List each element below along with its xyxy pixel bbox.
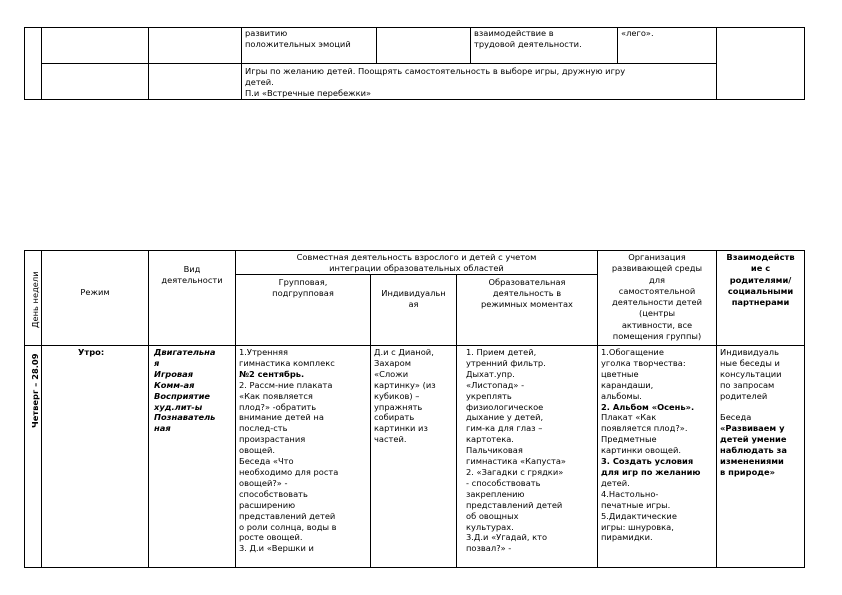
cell-line: П.и «Встречные перебежки»: [245, 87, 372, 98]
cell-line: пирамидки.: [601, 532, 653, 543]
cell-line: детей.: [601, 477, 630, 488]
header-environment: [598, 252, 716, 342]
cell-line: картинки овощей.: [601, 445, 682, 456]
cell-line: 5.Дидактические: [601, 510, 677, 521]
cell-line: картинку» (из: [374, 379, 436, 390]
cell-line: появляется плод?».: [601, 423, 688, 434]
cell-line: об овощных: [466, 510, 519, 521]
cell-line: Предметные: [601, 434, 657, 445]
cell-line: необходимо для роста: [239, 466, 339, 477]
cell-line: Д.и с Дианой,: [374, 347, 434, 357]
cell-line: подгрупповая: [272, 287, 334, 298]
lego-cell: «лего».: [621, 28, 654, 38]
cell-line: развитию: [245, 28, 288, 38]
table-border-bottom: [24, 567, 805, 568]
cell-line: уголка творчества:: [601, 357, 686, 368]
table-vline: [370, 274, 371, 568]
cell-line: частей.: [374, 434, 407, 445]
cell-line: для игр по желанию: [601, 466, 701, 477]
cell-line: ная: [154, 423, 171, 434]
cell-line: расширению: [239, 499, 296, 510]
cell-line: способствовать: [239, 488, 308, 499]
cell-line: 1.Обогащение: [601, 347, 664, 357]
cell-line: 3.Д.и «Угадай, кто: [466, 532, 548, 543]
cell-line: произрастания: [239, 434, 306, 445]
cell-line: социальными: [727, 285, 794, 296]
table-vline: [24, 250, 25, 568]
cell-line: позвал?» -: [466, 543, 512, 554]
parents-cell: [720, 347, 787, 478]
cell-line: печатные игры.: [601, 499, 671, 510]
top-table-vline: [804, 27, 805, 100]
cell-line: консультации: [720, 368, 782, 379]
cell-line: игры: шнуровка,: [601, 521, 674, 532]
cell-line: по запросам: [720, 379, 775, 390]
header-day: День недели: [30, 271, 40, 328]
cell-line: кубиков) –: [374, 390, 420, 401]
cell-line: Игры по желанию детей. Поощрять самостоятельность в выборе игры, дружную игру: [245, 66, 626, 76]
cell-line: 3. Д.и «Вершки и: [239, 543, 314, 554]
cell-line: наблюдать за: [720, 445, 787, 456]
educational-activity-cell: [466, 347, 566, 554]
cell-line: Образовательная: [488, 277, 566, 287]
environment-cell: [601, 347, 700, 543]
cell-line: Организация: [628, 252, 686, 262]
cell-line: развивающей среды: [611, 263, 703, 274]
cell-line: в природе»: [720, 466, 775, 477]
cell-line: овощей?» -: [239, 477, 288, 488]
cell-line: овощей.: [239, 445, 275, 456]
cell-line: упражнять: [374, 401, 423, 412]
cell-line: Индивидуальн: [381, 288, 446, 298]
top-table-vline: [716, 27, 717, 100]
table-vline: [148, 250, 149, 568]
cell-line: цветные: [601, 368, 639, 379]
cell-line: Двигательна: [154, 347, 216, 357]
cell-line: «Как появляется: [239, 390, 313, 401]
cell-line: Индивидуаль: [720, 347, 779, 357]
table-vline: [804, 250, 805, 568]
cell-line: 4.Настольно-: [601, 488, 659, 499]
cell-line: 1.Утренняя: [239, 347, 289, 357]
cell-line: альбомы.: [601, 390, 642, 401]
cell-line: Совместная деятельность взрослого и детей с учетом: [296, 252, 537, 262]
cell-line: деятельности детей: [611, 297, 703, 308]
header-parents: [717, 252, 804, 308]
cell-line: Игровая: [154, 368, 194, 379]
cell-line: Захаром: [374, 357, 411, 368]
cell-line: изменениями: [720, 456, 784, 467]
cell-line: послед-сть: [239, 423, 288, 434]
cell-line: трудовой деятельности.: [474, 38, 582, 49]
cell-line: карандаши,: [601, 379, 654, 390]
cell-line: детей.: [245, 76, 274, 87]
cell-line: утренний фильтр.: [466, 357, 546, 368]
cell-line: Взаимодейств: [726, 252, 795, 262]
individual-activity-cell: [374, 347, 436, 445]
header-educational: [457, 277, 597, 310]
top-table-border-top: [24, 27, 805, 28]
top-table-vline: [376, 27, 377, 64]
joint-header-divider: [235, 274, 597, 275]
cell-line: самостоятельной: [618, 285, 696, 296]
cell-line: Беседа: [720, 412, 752, 423]
cell-line: физиологическое: [466, 401, 544, 412]
cell-line: гимнастика комплекс: [239, 357, 335, 368]
table-vline: [456, 274, 457, 568]
cell-line: [720, 402, 787, 413]
top-table-vline: [617, 27, 618, 64]
activity-types-cell: [154, 347, 215, 434]
group-activity-cell: [239, 347, 338, 554]
goal-cell: [245, 28, 351, 50]
cell-line: активности, все: [621, 319, 693, 330]
cell-line: родителей: [720, 390, 768, 401]
top-table-vline: [148, 27, 149, 100]
header-mode: Режим: [80, 287, 110, 297]
cell-line: картинки из: [374, 423, 428, 434]
cell-line: положительных эмоций: [245, 38, 351, 49]
cell-line: Пальчиковая: [466, 445, 523, 456]
cell-line: гимнастика «Капуста»: [466, 456, 566, 467]
header-group: [236, 277, 370, 299]
cell-line: режимных моментах: [481, 298, 573, 309]
cell-line: интеграции образовательных областей: [329, 262, 504, 273]
cell-line: ные беседы и: [720, 357, 780, 368]
cell-line: гим-ка для глаз –: [466, 423, 543, 434]
day-date-cell: Четверг – 28.09: [30, 353, 40, 428]
cell-line: Вид: [183, 264, 201, 274]
top-table-vline: [470, 27, 471, 64]
cell-line: о роли солнца, воды в: [239, 521, 337, 532]
cell-line: детей умение: [720, 434, 787, 445]
top-table-vline: [241, 27, 242, 100]
cell-line: «Листопад» -: [466, 379, 525, 390]
cell-line: дыхание у детей,: [466, 412, 544, 423]
cell-line: Комм-ая: [154, 379, 195, 390]
cell-line: ая: [408, 298, 419, 309]
cell-line: Плакат «Как: [601, 412, 657, 423]
cell-line: «Сложи: [374, 368, 409, 379]
top-table-vline: [41, 27, 42, 100]
cell-line: я: [154, 357, 160, 368]
work-cell: [474, 28, 582, 50]
cell-line: взаимодействие в: [474, 28, 554, 38]
cell-line: культурах.: [466, 521, 514, 532]
cell-line: внимание детей на: [239, 412, 324, 423]
cell-line: 1. Прием детей,: [466, 347, 537, 357]
top-table-row-divider: [41, 63, 717, 64]
cell-line: «Развиваем у: [720, 423, 785, 434]
cell-line: Групповая,: [278, 277, 328, 287]
cell-line: 2. «Загадки с грядки»: [466, 466, 564, 477]
cell-line: партнерами: [731, 297, 790, 308]
header-individual: [371, 288, 456, 310]
cell-line: представлений детей: [239, 510, 336, 521]
cell-line: 2. Рассм-ние плаката: [239, 379, 333, 390]
cell-line: ие с: [750, 263, 771, 274]
cell-line: №2 сентябрь.: [239, 368, 305, 379]
cell-line: укреплять: [466, 390, 512, 401]
cell-line: - способствовать: [466, 477, 541, 488]
cell-line: закреплению: [466, 488, 525, 499]
header-bottom-border: [24, 345, 805, 346]
cell-line: собирать: [374, 412, 415, 423]
cell-line: Беседа «Что: [239, 456, 294, 467]
table-border-top: [24, 250, 805, 251]
cell-line: 3. Создать условия: [601, 456, 694, 467]
cell-line: деятельность в: [492, 287, 562, 298]
cell-line: плод?» -обратить: [239, 401, 317, 412]
cell-line: для: [648, 274, 666, 285]
cell-line: Дыхат.упр.: [466, 368, 515, 379]
top-table-vline: [24, 27, 25, 100]
cell-line: родителями/: [729, 274, 792, 285]
cell-line: Восприятие: [154, 390, 211, 401]
top-table-border-bottom: [24, 99, 805, 100]
cell-line: росте овощей.: [239, 532, 303, 543]
cell-line: Познаватель: [154, 412, 216, 423]
header-joint-activity: [236, 252, 597, 274]
cell-line: помещения группы): [612, 331, 702, 342]
header-activity-type: [149, 264, 235, 286]
mode-cell: Утро:: [78, 347, 105, 357]
cell-line: худ.лит-ы: [154, 401, 203, 412]
games-cell: [245, 66, 625, 99]
cell-line: 2. Альбом «Осень».: [601, 401, 695, 412]
cell-line: (центры: [638, 308, 676, 319]
cell-line: представлений детей: [466, 499, 563, 510]
cell-line: деятельности: [161, 274, 223, 285]
cell-line: картотека.: [466, 434, 514, 445]
